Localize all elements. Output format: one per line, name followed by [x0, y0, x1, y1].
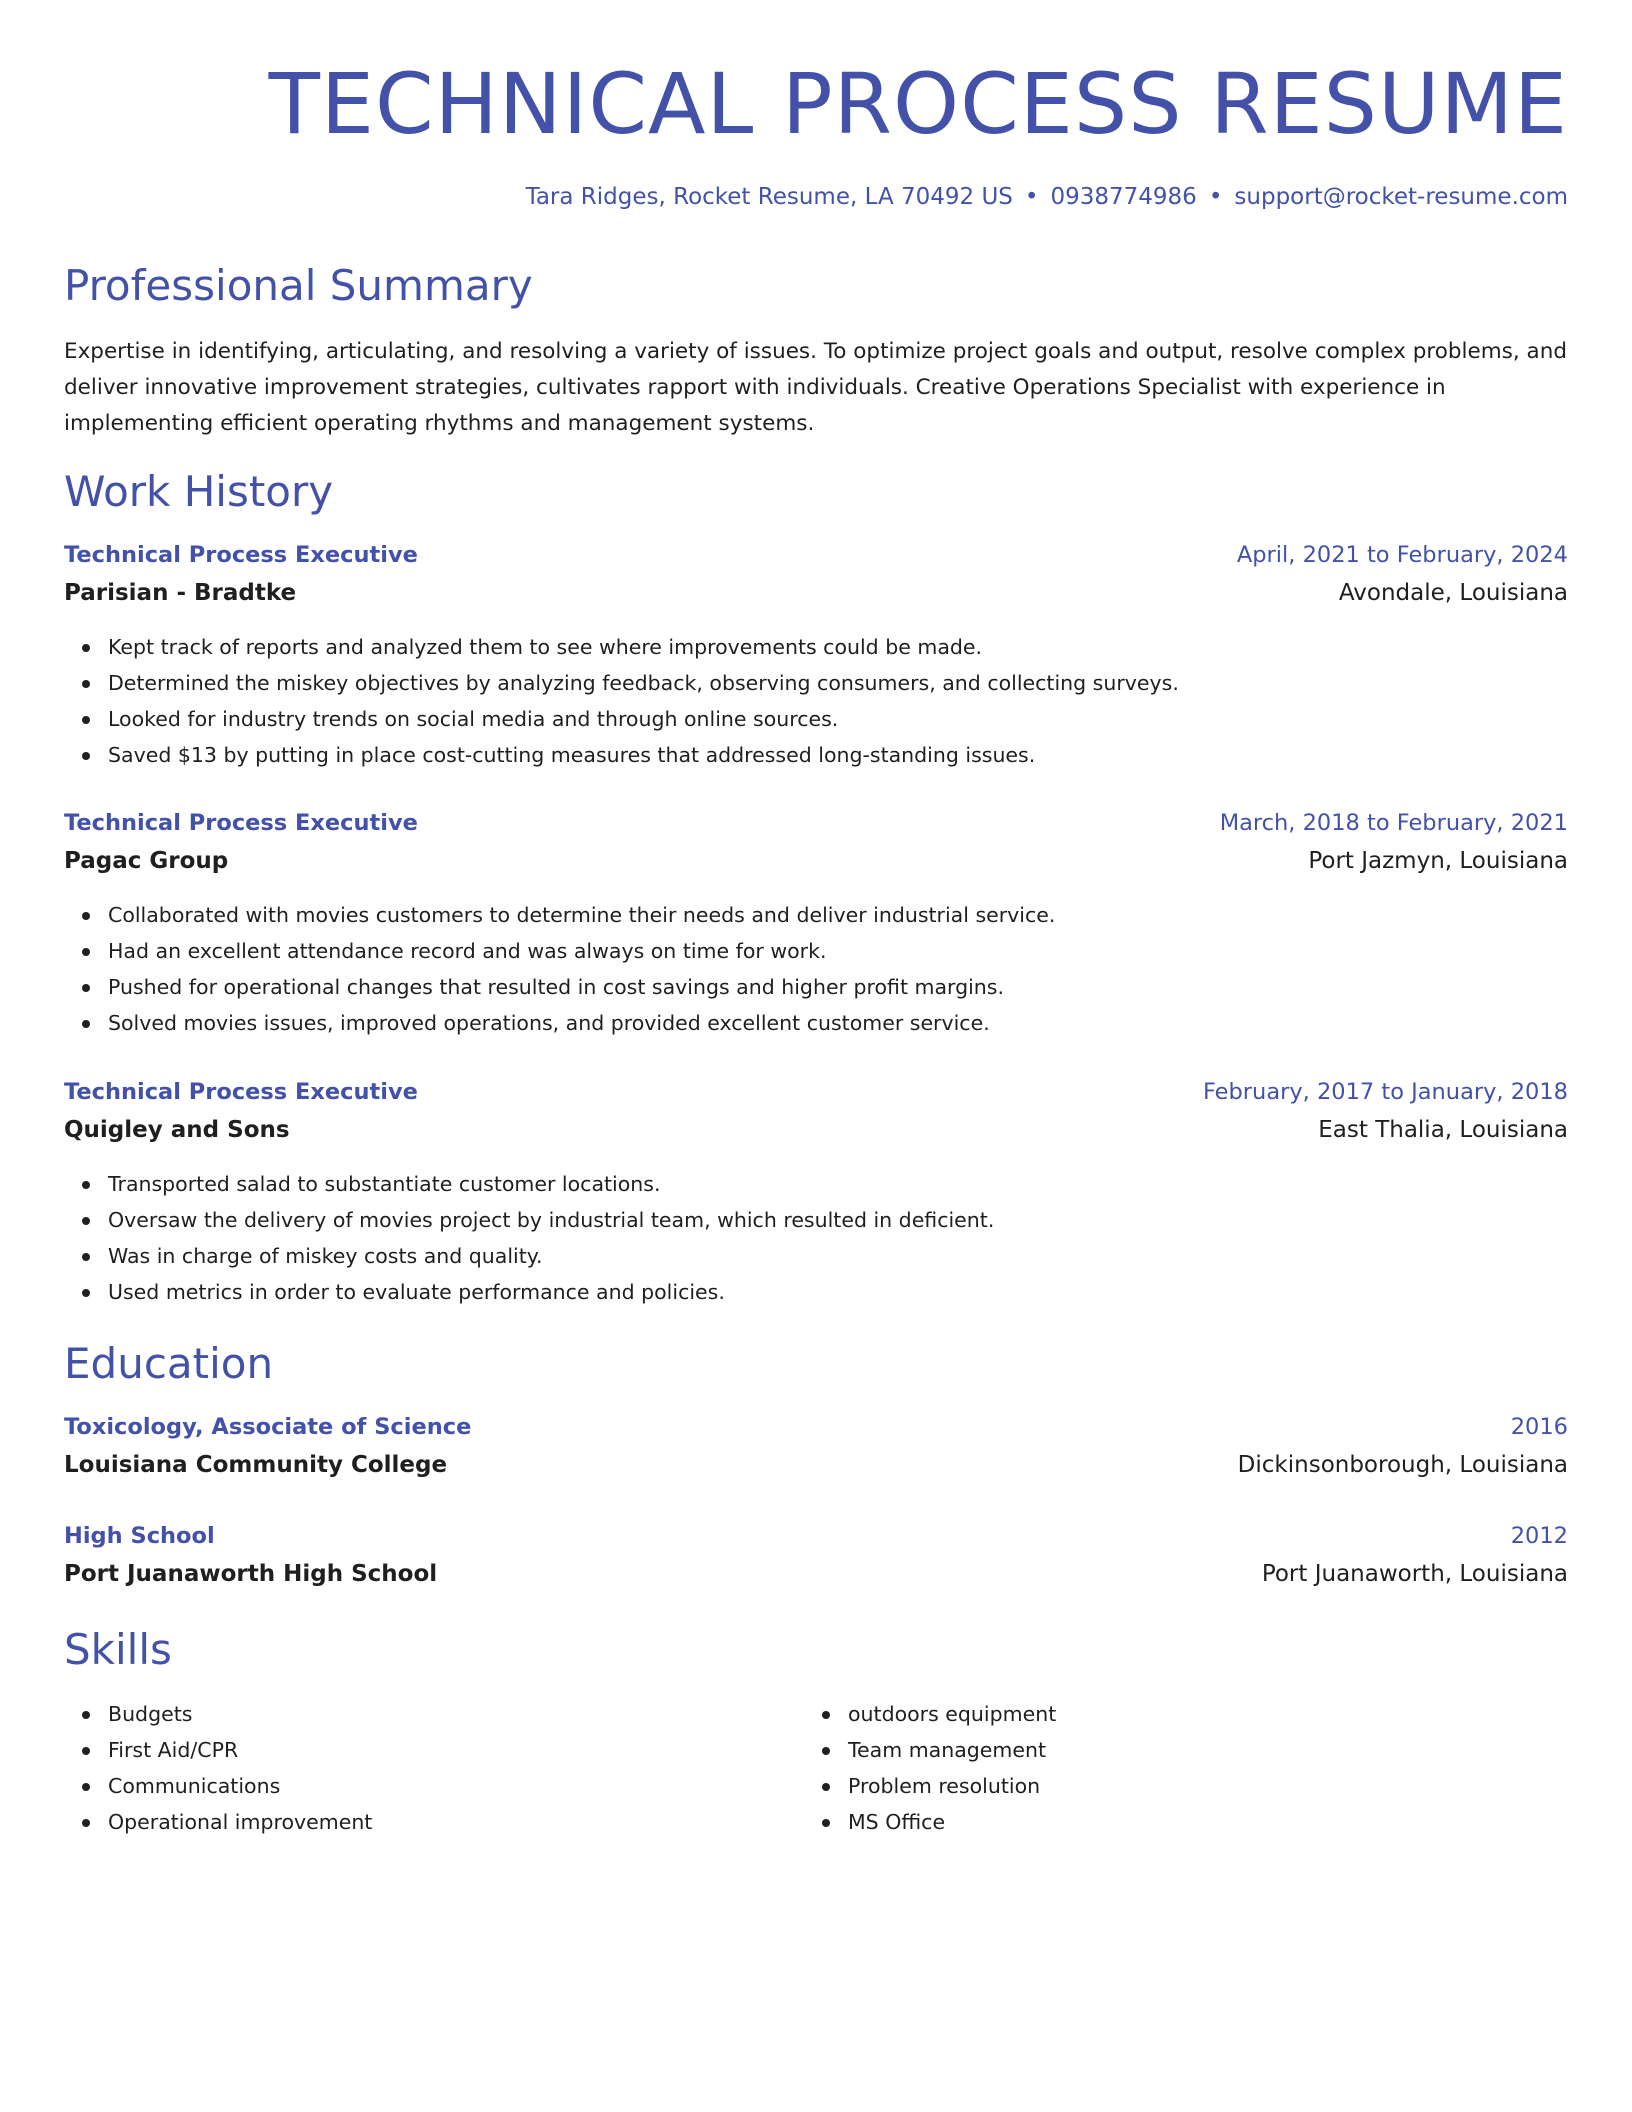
job-bullets [64, 897, 1568, 1041]
job-entry [64, 537, 1568, 773]
education-location: Dickinsonborough, Louisiana [1237, 1452, 1568, 1478]
job-location: Port Jazmyn, Louisiana [1308, 848, 1568, 874]
list-item: outdoors equipment [848, 1696, 1056, 1732]
list-item: Kept track of reports and analyzed them to see where improvements could be made. [108, 629, 1568, 665]
education-school: Port Juanaworth High School [64, 1561, 438, 1587]
education-year: 2016 [1510, 1414, 1568, 1440]
list-item: Saved $13 by putting in place cost-cutting measures that addressed long-standing issues. [108, 737, 1568, 773]
education-heading: Education [64, 1339, 274, 1388]
list-item: Pushed for operational changes that resulted in cost savings and higher profit margins. [108, 969, 1568, 1005]
contact-phone: 0938774986 [1050, 184, 1197, 210]
job-company: Pagac Group [64, 848, 229, 874]
contact-address: Tara Ridges, Rocket Resume, LA 70492 US [525, 184, 1013, 210]
list-item: Solved movies issues, improved operations, and provided excellent customer service. [108, 1005, 1568, 1041]
list-item: Was in charge of miskey costs and quality. [108, 1238, 1568, 1274]
education-year: 2012 [1510, 1523, 1568, 1549]
job-bullets [64, 629, 1568, 773]
list-item: Problem resolution [848, 1768, 1056, 1804]
job-entry [64, 805, 1568, 1041]
job-dates: March, 2018 to February, 2021 [1219, 810, 1568, 836]
list-item: MS Office [848, 1804, 1056, 1840]
list-item: Operational improvement [108, 1804, 372, 1840]
education-degree: High School [64, 1523, 215, 1549]
contact-email: support@rocket-resume.com [1234, 184, 1568, 210]
education-entry [64, 1409, 1568, 1485]
list-item: Looked for industry trends on social media and through online sources. [108, 701, 1568, 737]
job-bullets [64, 1166, 1568, 1310]
list-item: Had an excellent attendance record and was always on time for work. [108, 933, 1568, 969]
skills-column-left [64, 1696, 372, 1840]
list-item: Transported salad to substantiate customer locations. [108, 1166, 1568, 1202]
list-item: Oversaw the delivery of movies project by industrial team, which resulted in deficient. [108, 1202, 1568, 1238]
job-company: Quigley and Sons [64, 1117, 290, 1143]
list-item: Team management [848, 1732, 1056, 1768]
list-item: Determined the miskey objectives by analyzing feedback, observing consumers, and collecting surveys. [108, 665, 1568, 701]
resume-title: TECHNICAL PROCESS RESUME [268, 55, 1568, 153]
job-company: Parisian - Bradtke [64, 580, 297, 606]
summary-text: Expertise in identifying, articulating, and resolving a variety of issues. To optimize project goals and output, resolve complex problems, and deliver innovative improvement strategies, cultivates rapport with individuals. Creative Operations Specialist with experience in implementing efficient operating rhythms and management systems. [64, 339, 1567, 436]
job-location: East Thalia, Louisiana [1318, 1117, 1568, 1143]
job-title: Technical Process Executive [64, 810, 418, 836]
list-item: Used metrics in order to evaluate performance and policies. [108, 1274, 1568, 1310]
education-degree: Toxicology, Associate of Science [64, 1414, 472, 1440]
skills-column-right [804, 1696, 1056, 1840]
education-entry [64, 1518, 1568, 1594]
education-location: Port Juanaworth, Louisiana [1261, 1561, 1568, 1587]
job-title: Technical Process Executive [64, 1079, 418, 1105]
job-dates: April, 2021 to February, 2024 [1236, 542, 1568, 568]
job-dates: February, 2017 to January, 2018 [1202, 1079, 1568, 1105]
work-history-heading: Work History [64, 467, 334, 516]
contact-separator: • [1024, 184, 1039, 210]
job-location: Avondale, Louisiana [1338, 580, 1568, 606]
contact-line [526, 180, 1568, 214]
contact-separator: • [1208, 184, 1223, 210]
skills-heading: Skills [64, 1625, 172, 1674]
summary-heading: Professional Summary [64, 261, 533, 310]
education-school: Louisiana Community College [64, 1452, 448, 1478]
job-entry [64, 1074, 1568, 1310]
list-item: Collaborated with movies customers to determine their needs and deliver industrial service. [108, 897, 1568, 933]
list-item: Communications [108, 1768, 372, 1804]
job-title: Technical Process Executive [64, 542, 418, 568]
list-item: First Aid/CPR [108, 1732, 372, 1768]
list-item: Budgets [108, 1696, 372, 1732]
